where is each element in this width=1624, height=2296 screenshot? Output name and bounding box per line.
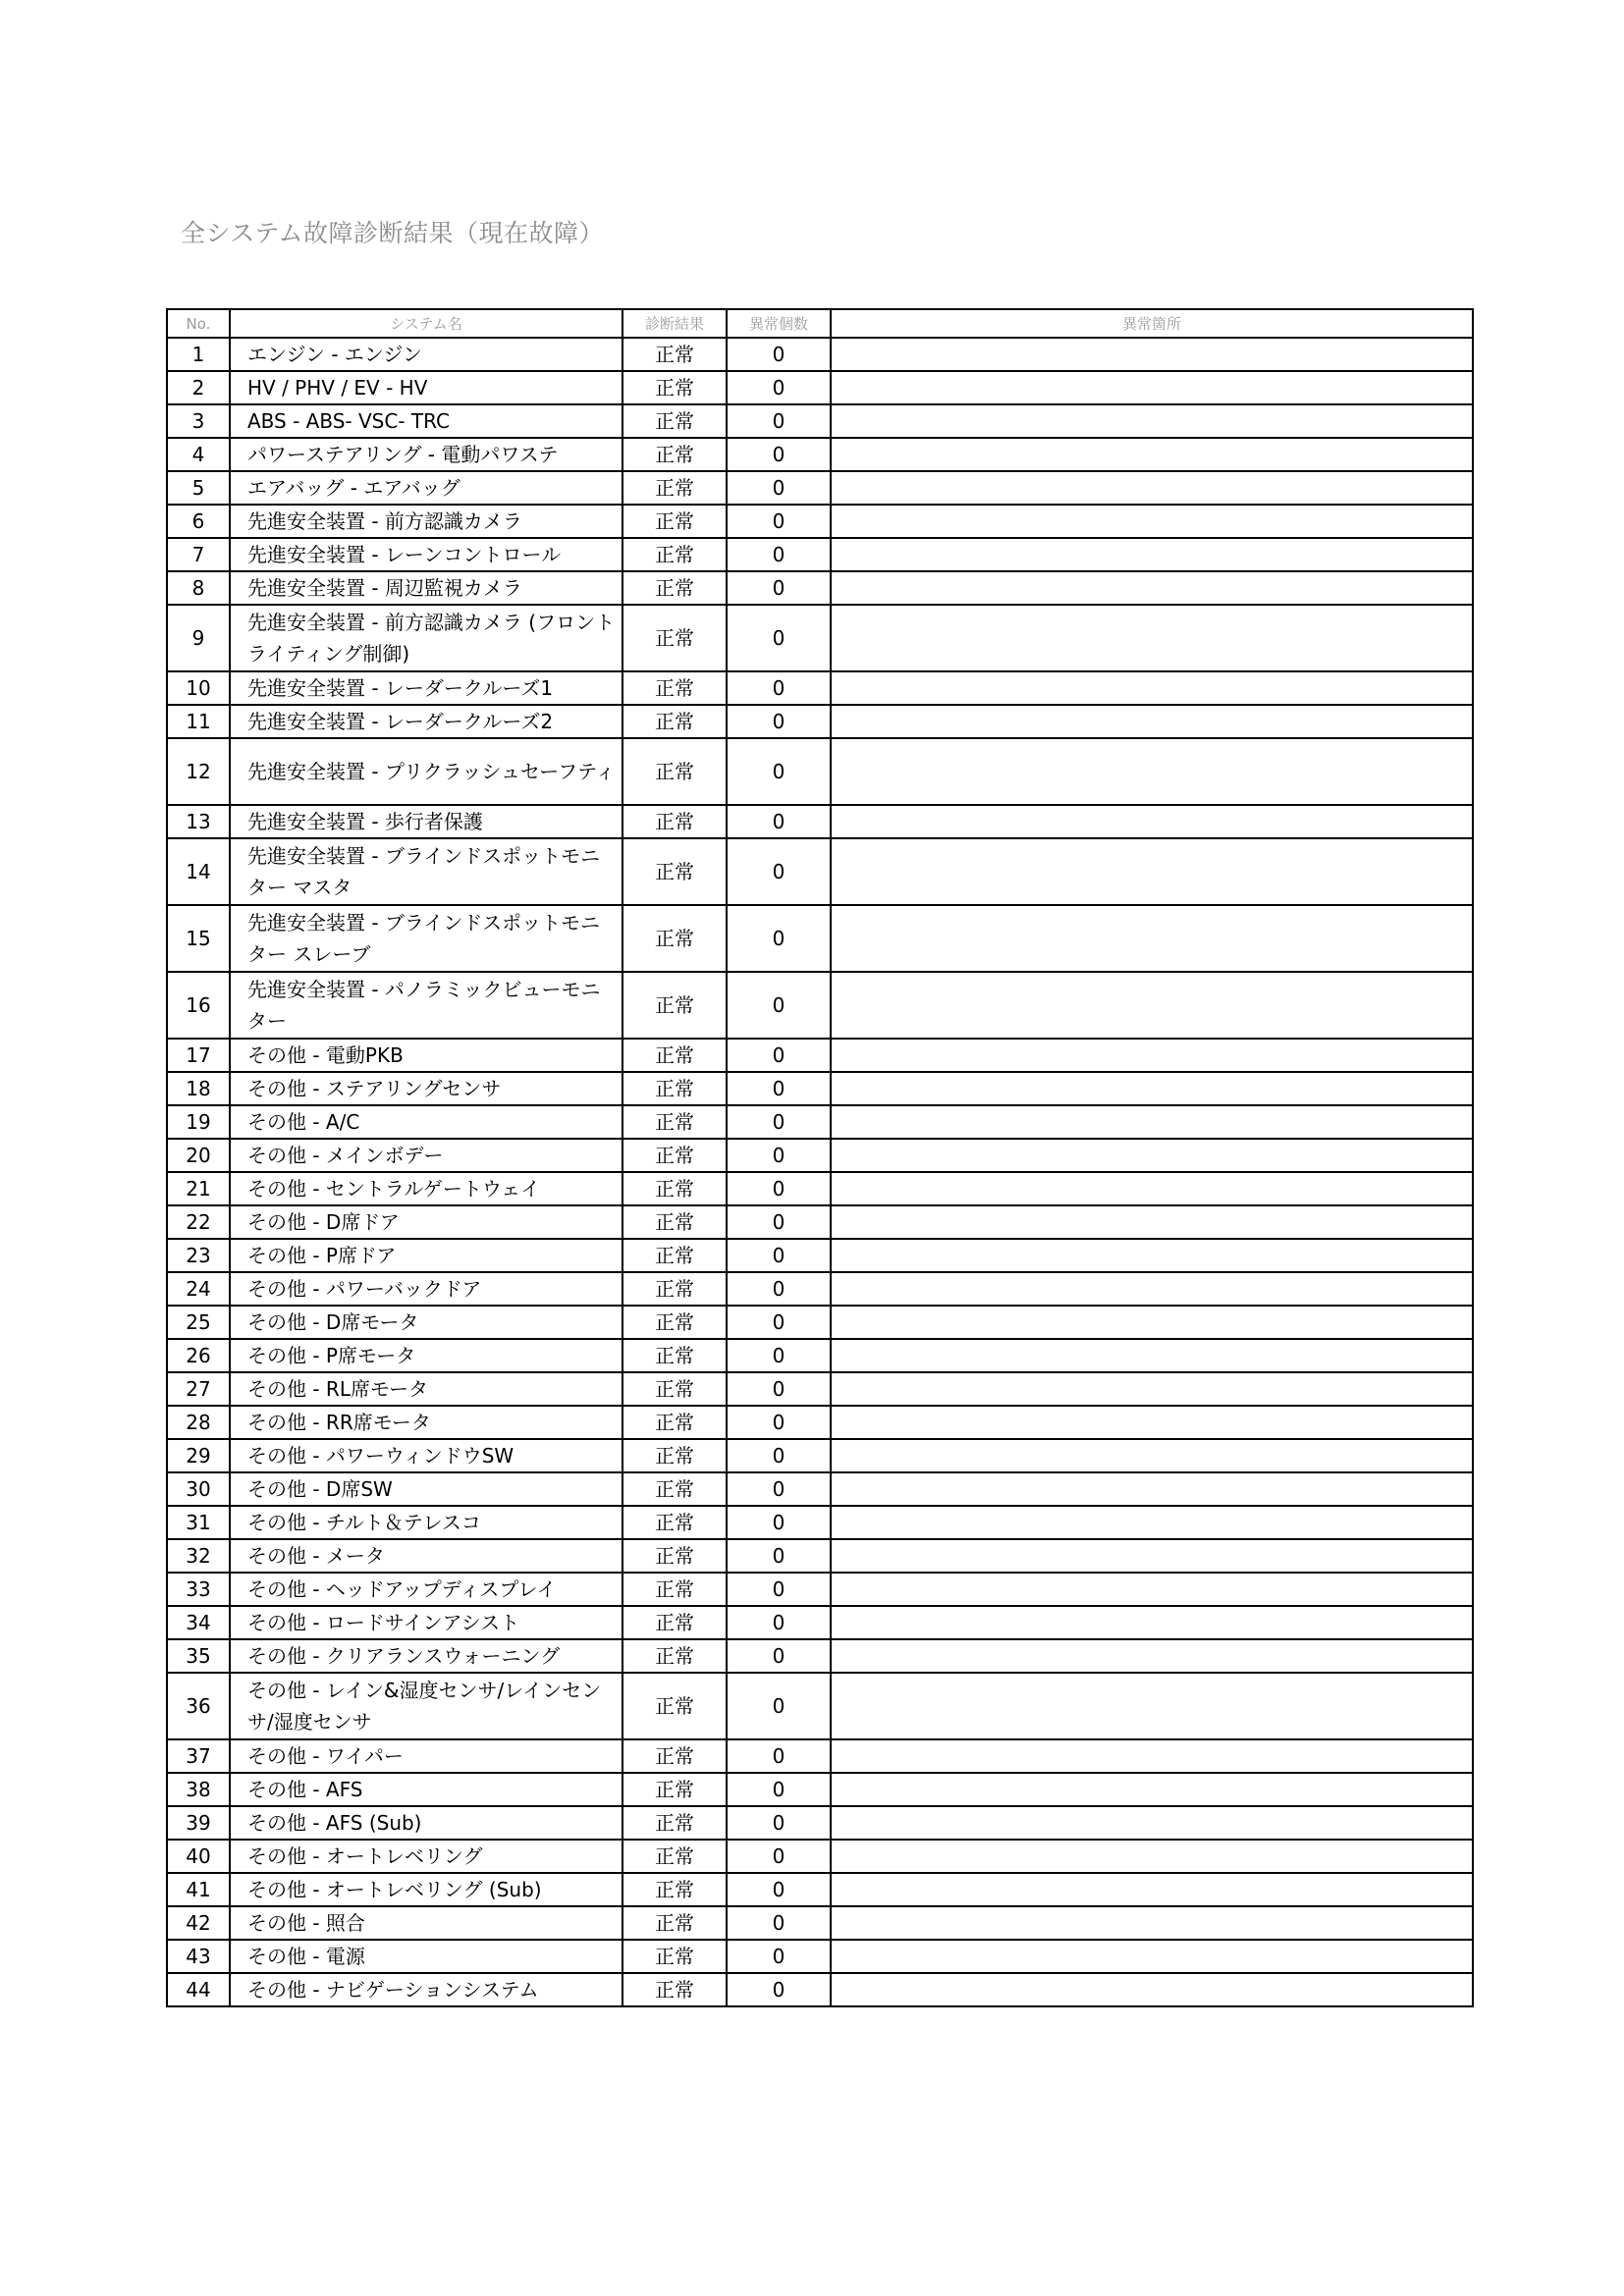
diagnosis-result-cell: 正常 (623, 905, 727, 972)
system-name-cell: 先進安全装置 - プリクラッシュセーフティ (230, 738, 623, 805)
fault-count-cell: 0 (727, 605, 831, 671)
table-row (167, 1773, 1473, 1806)
fault-location-cell (831, 1940, 1473, 1973)
table-row (167, 1139, 1473, 1172)
table-body (167, 338, 1473, 2006)
table-row (167, 505, 1473, 538)
table-row (167, 1339, 1473, 1372)
diagnosis-result-cell: 正常 (623, 1606, 727, 1639)
fault-location-cell (831, 1472, 1473, 1506)
system-name-cell: その他 - ナビゲーションシステム (230, 1973, 623, 2006)
fault-count-cell: 0 (727, 671, 831, 705)
system-name-cell: その他 - RR席モータ (230, 1406, 623, 1439)
table-row (167, 1105, 1473, 1139)
table-row (167, 1573, 1473, 1606)
fault-count-cell: 0 (727, 338, 831, 371)
diagnosis-result-cell: 正常 (623, 805, 727, 838)
system-name-cell: 先進安全装置 - パノラミックビューモニター (230, 972, 623, 1039)
fault-location-cell (831, 1306, 1473, 1339)
fault-location-cell (831, 1072, 1473, 1105)
system-name-cell: その他 - D席SW (230, 1472, 623, 1506)
table-row (167, 738, 1473, 805)
table-row (167, 1306, 1473, 1339)
row-number-cell: 42 (167, 1906, 230, 1940)
system-name-cell: その他 - RL席モータ (230, 1372, 623, 1406)
column-header-count: 異常個数 (727, 309, 831, 338)
row-number-cell: 32 (167, 1539, 230, 1573)
diagnosis-result-cell: 正常 (623, 1840, 727, 1873)
fault-location-cell (831, 838, 1473, 905)
system-name-cell: その他 - 電動PKB (230, 1039, 623, 1072)
system-name-cell: その他 - AFS (Sub) (230, 1806, 623, 1840)
fault-count-cell: 0 (727, 838, 831, 905)
table-row (167, 1873, 1473, 1906)
row-number-cell: 24 (167, 1272, 230, 1306)
row-number-cell: 14 (167, 838, 230, 905)
fault-location-cell (831, 1739, 1473, 1773)
fault-count-cell: 0 (727, 1339, 831, 1372)
row-number-cell: 29 (167, 1439, 230, 1472)
fault-location-cell (831, 671, 1473, 705)
system-name-cell: エアバッグ - エアバッグ (230, 471, 623, 505)
table-row (167, 1539, 1473, 1573)
system-name-cell: その他 - ステアリングセンサ (230, 1072, 623, 1105)
diagnosis-result-cell: 正常 (623, 1806, 727, 1840)
fault-location-cell (831, 1239, 1473, 1272)
diagnosis-result-cell: 正常 (623, 972, 727, 1039)
diagnosis-result-cell: 正常 (623, 671, 727, 705)
table-row (167, 1072, 1473, 1105)
row-number-cell: 39 (167, 1806, 230, 1840)
fault-location-cell (831, 1339, 1473, 1372)
fault-location-cell (831, 1139, 1473, 1172)
fault-count-cell: 0 (727, 805, 831, 838)
row-number-cell: 20 (167, 1139, 230, 1172)
table-row (167, 972, 1473, 1039)
fault-count-cell: 0 (727, 1840, 831, 1873)
diagnosis-result-cell: 正常 (623, 1873, 727, 1906)
fault-count-cell: 0 (727, 972, 831, 1039)
diagnosis-result-cell: 正常 (623, 1673, 727, 1739)
table-row (167, 1272, 1473, 1306)
table-row (167, 1940, 1473, 1973)
fault-count-cell: 0 (727, 505, 831, 538)
fault-location-cell (831, 438, 1473, 471)
fault-location-cell (831, 805, 1473, 838)
row-number-cell: 6 (167, 505, 230, 538)
fault-count-cell: 0 (727, 1139, 831, 1172)
page-title: 全システム故障診断結果（現在故障） (181, 219, 605, 247)
system-name-cell: その他 - 照合 (230, 1906, 623, 1940)
row-number-cell: 26 (167, 1339, 230, 1372)
row-number-cell: 13 (167, 805, 230, 838)
diagnosis-result-cell: 正常 (623, 1239, 727, 1272)
fault-count-cell: 0 (727, 1639, 831, 1673)
fault-location-cell (831, 972, 1473, 1039)
system-name-cell: その他 - ヘッドアップディスプレイ (230, 1573, 623, 1606)
system-name-cell: その他 - オートレベリング (Sub) (230, 1873, 623, 1906)
fault-location-cell (831, 1372, 1473, 1406)
diagnosis-result-cell: 正常 (623, 1172, 727, 1205)
fault-location-cell (831, 338, 1473, 371)
table-row (167, 838, 1473, 905)
row-number-cell: 18 (167, 1072, 230, 1105)
fault-count-cell: 0 (727, 1573, 831, 1606)
system-name-cell: その他 - P席ドア (230, 1239, 623, 1272)
table-row (167, 1506, 1473, 1539)
column-header-result: 診断結果 (623, 309, 727, 338)
diagnosis-result-cell: 正常 (623, 1973, 727, 2006)
system-name-cell: その他 - D席モータ (230, 1306, 623, 1339)
fault-location-cell (831, 1806, 1473, 1840)
row-number-cell: 2 (167, 371, 230, 404)
system-name-cell: その他 - AFS (230, 1773, 623, 1806)
table-row (167, 605, 1473, 671)
diagnosis-result-cell: 正常 (623, 1039, 727, 1072)
system-name-cell: その他 - 電源 (230, 1940, 623, 1973)
system-name-cell: その他 - メータ (230, 1539, 623, 1573)
diagnosis-result-cell: 正常 (623, 705, 727, 738)
fault-count-cell: 0 (727, 905, 831, 972)
fault-count-cell: 0 (727, 1406, 831, 1439)
table-row (167, 1239, 1473, 1272)
fault-count-cell: 0 (727, 738, 831, 805)
diagnosis-result-cell: 正常 (623, 471, 727, 505)
diagnosis-table (166, 308, 1474, 2007)
table-row (167, 338, 1473, 371)
table-row (167, 1739, 1473, 1773)
system-name-cell: その他 - セントラルゲートウェイ (230, 1172, 623, 1205)
fault-count-cell: 0 (727, 1873, 831, 1906)
fault-location-cell (831, 471, 1473, 505)
table-row (167, 1606, 1473, 1639)
diagnosis-result-cell: 正常 (623, 1105, 727, 1139)
table-row (167, 1673, 1473, 1739)
diagnosis-result-cell: 正常 (623, 838, 727, 905)
system-name-cell: その他 - パワーウィンドウSW (230, 1439, 623, 1472)
table-row (167, 1840, 1473, 1873)
row-number-cell: 9 (167, 605, 230, 671)
fault-location-cell (831, 404, 1473, 438)
row-number-cell: 22 (167, 1205, 230, 1239)
row-number-cell: 3 (167, 404, 230, 438)
row-number-cell: 38 (167, 1773, 230, 1806)
diagnosis-result-cell: 正常 (623, 1639, 727, 1673)
fault-location-cell (831, 1272, 1473, 1306)
row-number-cell: 34 (167, 1606, 230, 1639)
system-name-cell: その他 - パワーバックドア (230, 1272, 623, 1306)
table-row (167, 1906, 1473, 1940)
system-name-cell: パワーステアリング - 電動パワステ (230, 438, 623, 471)
row-number-cell: 7 (167, 538, 230, 571)
system-name-cell: その他 - オートレベリング (230, 1840, 623, 1873)
table-row (167, 571, 1473, 605)
diagnosis-result-cell: 正常 (623, 1306, 727, 1339)
diagnosis-result-cell: 正常 (623, 438, 727, 471)
row-number-cell: 10 (167, 671, 230, 705)
fault-count-cell: 0 (727, 1172, 831, 1205)
fault-count-cell: 0 (727, 438, 831, 471)
system-name-cell: その他 - D席ドア (230, 1205, 623, 1239)
system-name-cell: その他 - A/C (230, 1105, 623, 1139)
system-name-cell: エンジン - エンジン (230, 338, 623, 371)
system-name-cell: その他 - クリアランスウォーニング (230, 1639, 623, 1673)
fault-count-cell: 0 (727, 1272, 831, 1306)
fault-count-cell: 0 (727, 1539, 831, 1573)
fault-location-cell (831, 605, 1473, 671)
row-number-cell: 11 (167, 705, 230, 738)
fault-count-cell: 0 (727, 1205, 831, 1239)
diagnosis-result-cell: 正常 (623, 538, 727, 571)
row-number-cell: 43 (167, 1940, 230, 1973)
fault-count-cell: 0 (727, 705, 831, 738)
fault-location-cell (831, 505, 1473, 538)
fault-location-cell (831, 1773, 1473, 1806)
fault-count-cell: 0 (727, 1506, 831, 1539)
table-row (167, 905, 1473, 972)
diagnosis-result-cell: 正常 (623, 571, 727, 605)
fault-count-cell: 0 (727, 1973, 831, 2006)
fault-count-cell: 0 (727, 404, 831, 438)
table-row (167, 471, 1473, 505)
diagnosis-result-cell: 正常 (623, 1940, 727, 1973)
fault-count-cell: 0 (727, 1372, 831, 1406)
row-number-cell: 23 (167, 1239, 230, 1272)
row-number-cell: 21 (167, 1172, 230, 1205)
fault-location-cell (831, 1840, 1473, 1873)
diagnosis-result-cell: 正常 (623, 1439, 727, 1472)
fault-count-cell: 0 (727, 1072, 831, 1105)
system-name-cell: 先進安全装置 - 歩行者保護 (230, 805, 623, 838)
system-name-cell: その他 - チルト＆テレスコ (230, 1506, 623, 1539)
diagnosis-result-cell: 正常 (623, 1272, 727, 1306)
fault-location-cell (831, 1539, 1473, 1573)
diagnosis-result-cell: 正常 (623, 738, 727, 805)
row-number-cell: 5 (167, 471, 230, 505)
diagnosis-result-cell: 正常 (623, 1773, 727, 1806)
table-row (167, 1973, 1473, 2006)
diagnosis-result-cell: 正常 (623, 338, 727, 371)
system-name-cell: 先進安全装置 - 前方認識カメラ (フロントライティング制御) (230, 605, 623, 671)
fault-location-cell (831, 738, 1473, 805)
diagnosis-result-cell: 正常 (623, 1139, 727, 1172)
table-row (167, 1639, 1473, 1673)
diagnosis-result-cell: 正常 (623, 1906, 727, 1940)
table-row (167, 805, 1473, 838)
table-row (167, 371, 1473, 404)
fault-location-cell (831, 1973, 1473, 2006)
row-number-cell: 17 (167, 1039, 230, 1072)
system-name-cell: その他 - P席モータ (230, 1339, 623, 1372)
column-header-system: システム名 (230, 309, 623, 338)
fault-count-cell: 0 (727, 371, 831, 404)
table-header-row (167, 309, 1473, 338)
row-number-cell: 41 (167, 1873, 230, 1906)
system-name-cell: その他 - レイン&湿度センサ/レインセンサ/湿度センサ (230, 1673, 623, 1739)
diagnosis-result-cell: 正常 (623, 1506, 727, 1539)
table-row (167, 1472, 1473, 1506)
column-header-location: 異常箇所 (831, 309, 1473, 338)
row-number-cell: 35 (167, 1639, 230, 1673)
row-number-cell: 28 (167, 1406, 230, 1439)
diagnosis-result-cell: 正常 (623, 1339, 727, 1372)
fault-count-cell: 0 (727, 1806, 831, 1840)
row-number-cell: 37 (167, 1739, 230, 1773)
fault-location-cell (831, 705, 1473, 738)
row-number-cell: 16 (167, 972, 230, 1039)
diagnosis-result-cell: 正常 (623, 1372, 727, 1406)
fault-count-cell: 0 (727, 1439, 831, 1472)
table-row (167, 705, 1473, 738)
table-row (167, 1406, 1473, 1439)
table-row (167, 1372, 1473, 1406)
fault-location-cell (831, 1039, 1473, 1072)
table-row (167, 671, 1473, 705)
fault-location-cell (831, 1606, 1473, 1639)
fault-count-cell: 0 (727, 538, 831, 571)
table-row (167, 1806, 1473, 1840)
fault-location-cell (831, 1439, 1473, 1472)
fault-location-cell (831, 1906, 1473, 1940)
fault-location-cell (831, 1506, 1473, 1539)
row-number-cell: 4 (167, 438, 230, 471)
fault-count-cell: 0 (727, 1773, 831, 1806)
system-name-cell: 先進安全装置 - 周辺監視カメラ (230, 571, 623, 605)
fault-count-cell: 0 (727, 1940, 831, 1973)
row-number-cell: 25 (167, 1306, 230, 1339)
diagnosis-result-cell: 正常 (623, 1072, 727, 1105)
fault-count-cell: 0 (727, 1606, 831, 1639)
fault-location-cell (831, 1639, 1473, 1673)
system-name-cell: HV / PHV / EV - HV (230, 371, 623, 404)
fault-location-cell (831, 1172, 1473, 1205)
table-row (167, 438, 1473, 471)
system-name-cell: 先進安全装置 - レーダークルーズ1 (230, 671, 623, 705)
fault-count-cell: 0 (727, 1039, 831, 1072)
diagnosis-result-cell: 正常 (623, 1205, 727, 1239)
row-number-cell: 19 (167, 1105, 230, 1139)
system-name-cell: ABS - ABS- VSC- TRC (230, 404, 623, 438)
row-number-cell: 1 (167, 338, 230, 371)
fault-location-cell (831, 371, 1473, 404)
diagnosis-result-cell: 正常 (623, 1406, 727, 1439)
table-row (167, 1205, 1473, 1239)
row-number-cell: 8 (167, 571, 230, 605)
diagnosis-result-cell: 正常 (623, 605, 727, 671)
table-row (167, 404, 1473, 438)
fault-count-cell: 0 (727, 471, 831, 505)
fault-count-cell: 0 (727, 1306, 831, 1339)
diagnosis-result-cell: 正常 (623, 505, 727, 538)
row-number-cell: 36 (167, 1673, 230, 1739)
fault-location-cell (831, 1573, 1473, 1606)
diagnosis-result-cell: 正常 (623, 1472, 727, 1506)
diagnosis-result-cell: 正常 (623, 1573, 727, 1606)
fault-location-cell (831, 1673, 1473, 1739)
fault-count-cell: 0 (727, 1105, 831, 1139)
fault-count-cell: 0 (727, 1472, 831, 1506)
fault-location-cell (831, 1205, 1473, 1239)
system-name-cell: その他 - ロードサインアシスト (230, 1606, 623, 1639)
system-name-cell: その他 - ワイパー (230, 1739, 623, 1773)
fault-count-cell: 0 (727, 1906, 831, 1940)
fault-location-cell (831, 538, 1473, 571)
row-number-cell: 15 (167, 905, 230, 972)
fault-count-cell: 0 (727, 1239, 831, 1272)
system-name-cell: 先進安全装置 - レーダークルーズ2 (230, 705, 623, 738)
system-name-cell: その他 - メインボデー (230, 1139, 623, 1172)
row-number-cell: 40 (167, 1840, 230, 1873)
row-number-cell: 33 (167, 1573, 230, 1606)
diagnosis-result-cell: 正常 (623, 1739, 727, 1773)
fault-location-cell (831, 571, 1473, 605)
fault-location-cell (831, 1406, 1473, 1439)
fault-count-cell: 0 (727, 571, 831, 605)
system-name-cell: 先進安全装置 - 前方認識カメラ (230, 505, 623, 538)
row-number-cell: 12 (167, 738, 230, 805)
row-number-cell: 30 (167, 1472, 230, 1506)
table-row (167, 1172, 1473, 1205)
fault-location-cell (831, 1873, 1473, 1906)
diagnosis-result-cell: 正常 (623, 371, 727, 404)
diagnosis-result-cell: 正常 (623, 1539, 727, 1573)
fault-count-cell: 0 (727, 1673, 831, 1739)
row-number-cell: 27 (167, 1372, 230, 1406)
fault-location-cell (831, 905, 1473, 972)
system-name-cell: 先進安全装置 - ブラインドスポットモニター マスタ (230, 838, 623, 905)
fault-location-cell (831, 1105, 1473, 1139)
table-row (167, 1439, 1473, 1472)
system-name-cell: 先進安全装置 - ブラインドスポットモニター スレーブ (230, 905, 623, 972)
system-name-cell: 先進安全装置 - レーンコントロール (230, 538, 623, 571)
table-row (167, 538, 1473, 571)
fault-count-cell: 0 (727, 1739, 831, 1773)
column-header-no: No. (167, 309, 230, 338)
row-number-cell: 31 (167, 1506, 230, 1539)
row-number-cell: 44 (167, 1973, 230, 2006)
table-row (167, 1039, 1473, 1072)
diagnosis-result-cell: 正常 (623, 404, 727, 438)
